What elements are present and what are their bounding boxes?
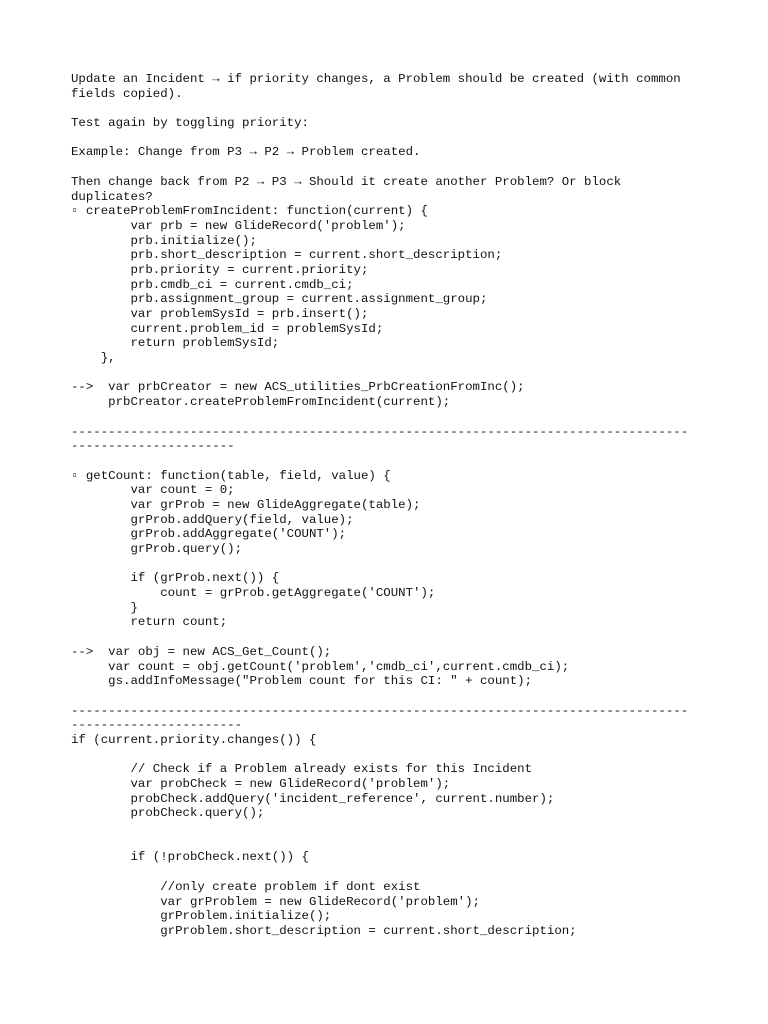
text-line: }, <box>71 351 116 366</box>
text-line: ▫ getCount: function(table, field, value) { <box>71 468 391 483</box>
text-line: // Check if a Problem already exists for this Incident <box>71 762 533 777</box>
text-line: var count = obj.getCount('problem','cmdb_ci',current.cmdb_ci); <box>71 659 570 674</box>
text-line <box>71 366 711 381</box>
text-line: prb.assignment_group = current.assignment_group; <box>71 292 488 307</box>
text-line: ----------------------------------------------------------------------------------- <box>71 703 689 718</box>
text-line: prbCreator.createProblemFromIncident(current); <box>71 395 451 410</box>
text-line: ---------------------- <box>71 439 235 454</box>
text-line: Test again by toggling priority: <box>71 116 309 131</box>
text-line <box>71 865 711 880</box>
text-line: fields copied). <box>71 86 183 101</box>
text-line: prb.short_description = current.short_description; <box>71 248 503 263</box>
text-line: --> var obj = new ACS_Get_Count(); <box>71 644 332 659</box>
text-line: ----------------------------------------------------------------------------------- <box>71 424 689 439</box>
text-line <box>71 160 711 175</box>
text-line <box>71 557 711 572</box>
text-line: grProblem.initialize(); <box>71 909 332 924</box>
text-line: if (grProb.next()) { <box>71 571 280 586</box>
text-line: return problemSysId; <box>71 336 280 351</box>
text-line: prb.initialize(); <box>71 233 257 248</box>
text-line: return count; <box>71 615 228 630</box>
text-line: Example: Change from P3 → P2 → Problem created. <box>71 145 421 160</box>
text-line: count = grProb.getAggregate('COUNT'); <box>71 586 436 601</box>
text-line: grProb.addQuery(field, value); <box>71 512 354 527</box>
text-line: if (!probCheck.next()) { <box>71 850 309 865</box>
text-line: probCheck.query(); <box>71 806 265 821</box>
text-line: duplicates? <box>71 189 153 204</box>
text-line: if (current.priority.changes()) { <box>71 732 317 747</box>
text-line <box>71 131 711 146</box>
text-line: //only create problem if dont exist <box>71 879 421 894</box>
text-line: var prb = new GlideRecord('problem'); <box>71 218 406 233</box>
text-line <box>71 454 711 469</box>
text-line: var probCheck = new GlideRecord('problem'); <box>71 777 451 791</box>
text-line: current.problem_id = problemSysId; <box>71 321 384 336</box>
text-line: ▫ createProblemFromIncident: function(current) { <box>71 204 428 219</box>
text-line <box>71 410 711 425</box>
text-line: grProb.addAggregate('COUNT'); <box>71 527 347 542</box>
text-line: ----------------------- <box>71 718 243 733</box>
text-line: var grProb = new GlideAggregate(table); <box>71 497 421 512</box>
document-body <box>71 72 711 939</box>
text-line: Update an Incident → if priority changes, a Problem should be created (with common <box>71 72 681 86</box>
text-line <box>71 689 711 704</box>
text-line <box>71 836 711 851</box>
text-line <box>71 821 711 836</box>
text-line: prb.cmdb_ci = current.cmdb_ci; <box>71 277 354 292</box>
text-line <box>71 630 711 645</box>
text-line: var problemSysId = prb.insert(); <box>71 307 369 321</box>
text-line: gs.addInfoMessage("Problem count for this CI: " + count); <box>71 674 533 689</box>
text-line: var grProblem = new GlideRecord('problem'); <box>71 894 480 909</box>
text-line: var count = 0; <box>71 483 235 498</box>
text-line <box>71 101 711 116</box>
text-line: Then change back from P2 → P3 → Should it create another Problem? Or block <box>71 174 622 189</box>
text-line: prb.priority = current.priority; <box>71 262 369 277</box>
text-line: } <box>71 600 138 615</box>
text-line: --> var prbCreator = new ACS_utilities_PrbCreationFromInc(); <box>71 380 525 395</box>
document-lines <box>71 72 711 939</box>
text-line: grProblem.short_description = current.short_description; <box>71 923 577 938</box>
text-line: probCheck.addQuery('incident_reference', current.number); <box>71 791 555 806</box>
text-line: grProb.query(); <box>71 542 243 556</box>
text-line <box>71 748 711 763</box>
